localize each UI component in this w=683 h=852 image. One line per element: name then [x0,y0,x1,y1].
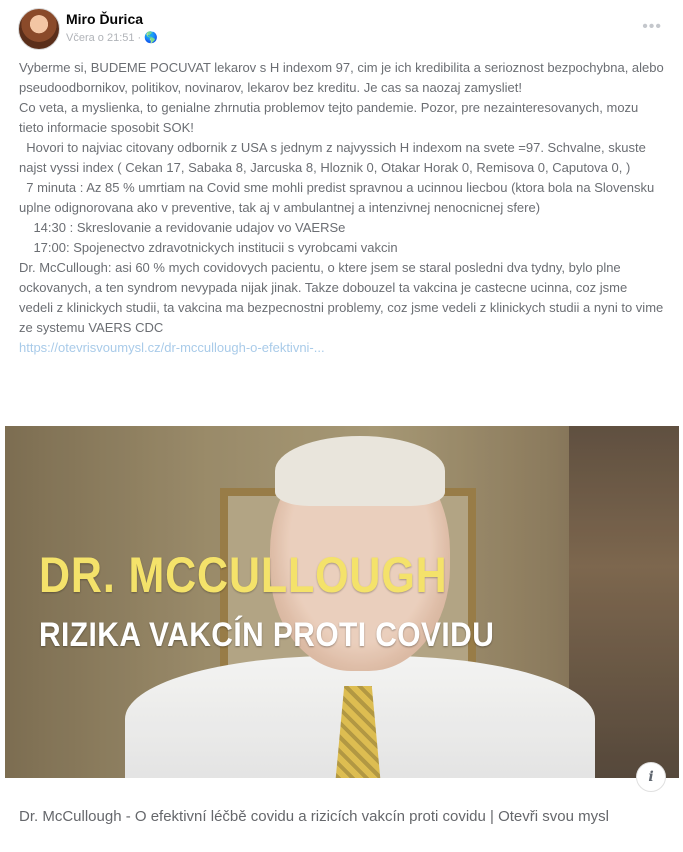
post-paragraph: 14:30 : Skreslovanie a revidovanie udajov vo VAERSe [19,220,346,235]
info-icon[interactable]: i [636,762,666,792]
post-paragraph: Co veta, a myslienka, to genialne zhrnutia problemov tejto pandemie. Pozor, pre nezainteresovanych, mozu tieto informacie sposobit SOK! [19,100,642,135]
video-subtitle-overlay: RIZIKA VAKCÍN PROTI COVIDU [39,616,495,654]
post-paragraph: 7 minuta : Az 85 % umrtiam na Covid sme mohli predist spravnou a ucinnou liecbou (ktora bola na Slovensku uplne odignorovana ako v preventive, tak aj v ambulantnej a intenzivnej nenocnicnej sfere) [19,180,658,215]
post-header [18,8,668,50]
post-timestamp[interactable]: Včera o 21:51 · 🌎 [66,32,158,44]
link-preview-caption[interactable]: Dr. McCullough - O efektivní léčbě covidu a rizicích vakcín proti covidu | Otevři svou mysl [19,808,609,825]
post-paragraph: 17:00: Spojenectvo zdravotnickych institucii s vyrobcami vakcin [19,240,398,255]
video-title-overlay: DR. MCCULLOUGH [39,547,448,603]
post-paragraph: Dr. McCullough: asi 60 % mych covidovych pacientu, o ktere jsem se staral posledni dva tydny, bylo plne ockovanych, a ten syndrom nevypada nijak jinak. Takze dobouzel ta vakcina je castecne ucinna, coz jsme vedeli z klinickych studii, ta vakcina ma bezpecnostni problemy, coz jsme vedeli z klinickych studii a nyni to vime ze systemu VAERS CDC [19,260,667,335]
author-name[interactable]: Miro Ďurica [66,11,144,27]
link-preview-image[interactable] [5,426,679,778]
author-avatar[interactable] [18,8,60,50]
post-paragraph: Vyberme si, BUDEME POCUVAT lekarov s H indexom 97, cim je ich kredibilita a serioznost bezpochybna, alebo pseudoodbornikov, politikov, novinarov, lekarov bez kreditu. Je cas sa naozaj zamysliet! [19,60,668,95]
more-horizontal-icon[interactable]: ••• [642,18,662,35]
post-link[interactable]: https://otevrisvoumysl.cz/dr-mccullough-o-efektivni-... [19,340,325,355]
post-paragraph: Hovori to najviac citovany odbornik z USA s jednym z najvyssich H indexom na svete =97. Schvalne, skuste najst vyssi index ( Cekan 17, Sabaka 8, Jarcuska 8, Hloznik 0, Otakar Horak 0, Remisova 0, Caputova 0, ) [19,140,650,175]
post-text [19,58,668,358]
